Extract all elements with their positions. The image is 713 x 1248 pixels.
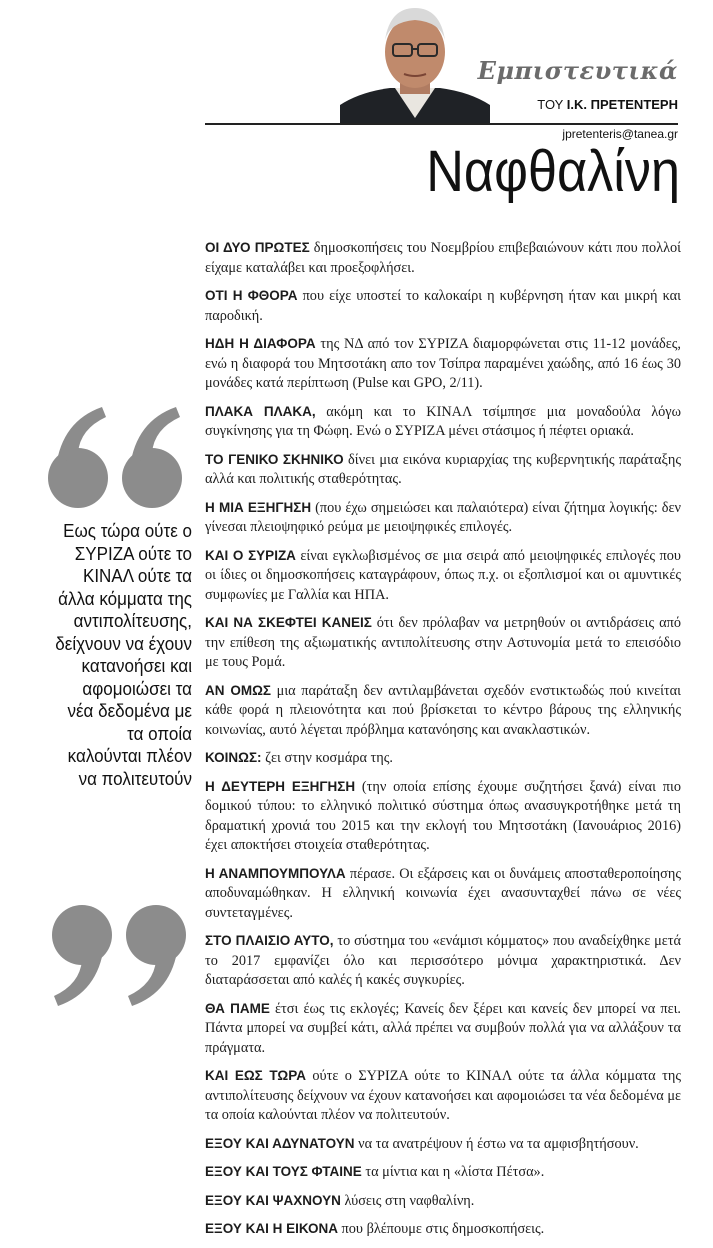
paragraph-lead: Η ΔΕΥΤΕΡΗ ΕΞΗΓΗΣΗ — [205, 778, 356, 794]
paragraph — [205, 748, 681, 769]
paragraph — [205, 546, 681, 606]
paragraph-lead: ΕΞΟΥ ΚΑΙ Η ΕΙΚΟΝΑ — [205, 1221, 338, 1236]
header-rule — [205, 123, 678, 125]
paragraph — [205, 931, 681, 991]
paragraph — [205, 681, 681, 741]
paragraph-lead: ΕΞΟΥ ΚΑΙ ΨΑΧΝΟΥΝ — [205, 1192, 341, 1208]
paragraph-lead: ΠΛΑΚΑ ΠΛΑΚΑ, — [205, 403, 316, 419]
paragraph — [205, 286, 681, 326]
paragraph-text: (που έχω σημειώσει και παλαιότερα) είναι ζήτημα λογικής: δεν γίνεσαι πλειοψηφικό ρεύμα με μειοψηφικές επιλογές. — [205, 499, 681, 535]
paragraph-lead: ΣΤΟ ΠΛΑΙΣΙΟ ΑΥΤΟ, — [205, 933, 334, 948]
pull-quote: Εως τώρα ούτε ο ΣΥΡΙΖΑ ούτε το ΚΙΝΑΛ ούτε τα άλλα κόμματα της αντιπολίτευσης, δείχνουν να έχουν κατανοήσει και αφομοιώσει τα νέα δεδομένα με τα οποία καλούνται πλέον να πολιτευτούν — [55, 520, 193, 789]
paragraph — [205, 1162, 681, 1183]
paragraph-lead: ΚΑΙ Ο ΣΥΡΙΖΑ — [205, 547, 296, 563]
paragraph-lead: ΑΝ ΟΜΩΣ — [205, 682, 271, 698]
paragraph-text: δίνει μια εικόνα κυριαρχίας της κυβερνητικής παράταξης αλλά και πολιτικής σταθερότητας. — [205, 451, 682, 487]
paragraph-text: έτσι έως τις εκλογές; Κανείς δεν ξέρει και κανείς δεν μπορεί να πει. Πάντα μπορεί να συμβεί κάτι, αλλά πρέπει να συμβούν πολλά για να αλλάξουν τα πράγματα. — [205, 1000, 681, 1056]
paragraph-lead: ΟΙ ΔΥΟ ΠΡΩΤΕΣ — [205, 240, 310, 255]
paragraph-lead: ΚΑΙ ΝΑ ΣΚΕΦΤΕΙ ΚΑΝΕΙΣ — [205, 615, 372, 630]
paragraph-lead: Η ΑΝΑΜΠΟΥΜΠΟΥΛΑ — [205, 865, 346, 881]
paragraph-lead: ΚΟΙΝΩΣ: — [205, 750, 262, 765]
paragraph — [205, 777, 681, 856]
paragraph-text: που βλέπουμε στις δημοσκοπήσεις. — [337, 1221, 545, 1237]
paragraph-lead: Η ΜΙΑ ΕΞΗΓΗΣΗ — [205, 499, 312, 515]
paragraph-text: ούτε ο ΣΥΡΙΖΑ ούτε το ΚΙΝΑΛ ούτε τα άλλα κόμματα της αντιπολίτευσης δείχνουν να έχουν κατανοήσει και αφομοιώσει τα νέα δεδομένα με τα οποία καλούνται πλέον να πολιτευτούν. — [205, 1068, 681, 1123]
paragraph — [205, 334, 681, 394]
paragraph-lead: ΕΞΟΥ ΚΑΙ ΤΟΥΣ ΦΤΑΙΝΕ — [205, 1164, 362, 1179]
paragraph — [205, 238, 681, 278]
paragraph-text: το σύστημα του «ενάμισι κόμματος» που αναδείχθηκε μετά το 2017 εμφανίζει όλο και περισσότερο μόνιμα χαρακτηριστικά. Δεν διαταράσσεται από καλές ή κακές συγκυρίες. — [205, 933, 681, 988]
paragraph-text: δημοσκοπήσεις του Νοεμβρίου επιβεβαιώνουν κάτι που πολλοί είχαμε καταλάβει και προεξοφλήσει. — [205, 240, 682, 276]
paragraph — [205, 1219, 681, 1240]
paragraph — [205, 402, 681, 442]
paragraph-text: πέρασε. Οι εξάρσεις και οι δυνάμεις αποσταθεροποίησης αποδυναμώθηκαν. Η ελληνική κοινωνία έχει ανασυνταχθεί πάνω σε νέες συντεταγμένες. — [205, 865, 681, 921]
paragraph-lead: ΚΑΙ ΕΩΣ ΤΩΡΑ — [205, 1068, 306, 1083]
author-email: jpretenteris@tanea.gr — [562, 127, 678, 141]
paragraph-lead: ΗΔΗ Η ΔΙΑΦΟΡΑ — [205, 336, 316, 351]
paragraph-lead: ΘΑ ΠΑΜΕ — [205, 1000, 270, 1016]
paragraph-text: ζει στην κοσμάρα της. — [261, 750, 394, 766]
paragraph — [205, 1191, 681, 1212]
paragraph-lead: ΟΤΙ Η ΦΘΟΡΑ — [205, 288, 298, 303]
paragraph-text: είναι εγκλωβισμένος σε μια σειρά από μειοψηφικές επιλογές που οι ίδιες οι δημοσκοπήσεις καταγράφουν, όπως π.χ. οι εξοπλισμοί και οι αμυντικές συμφωνίες με Γαλλία και ΗΠΑ. — [205, 547, 682, 603]
author-name: Ι.Κ. ΠΡΕΤΕΝΤΕΡΗ — [566, 97, 678, 112]
open-quote-icon — [42, 403, 192, 513]
paragraph-text: (την οποία επίσης έχουμε συζητήσει ξανά) είναι πιο δομικού τύπου: το ελληνικό πολιτικό σύστημα όπως ανασυγκροτήθηκε μετά τη δραματική χρονιά του 2015 και την εκλογή του Μητσοτάκη (Ιανουάριος 2016) έχει αποκτήσει στοιχεία σταθερότητας. — [205, 778, 681, 853]
author-prefix: ΤΟΥ — [537, 97, 564, 112]
paragraph-text: μια παράταξη δεν αντιλαμβάνεται σχεδόν ενστικτωδώς πού κινείται κάθε φορά η πλειονότητα και πού βρίσκεται το κέντρο βάρους της ελληνικής κοινωνίας, αυτό λέγεται πρόβλημα κατανόησης και ανακλαστικών. — [205, 682, 681, 738]
paragraph-text: ότι δεν πρόλαβαν να μετρηθούν οι αντιδράσεις από την επίθεση της αξιωματικής αντιπολίτευσης στην Αστυνομία μετά το επεισόδιο με τους Ρομά. — [205, 615, 681, 670]
paragraph — [205, 1066, 681, 1126]
author-byline — [430, 97, 678, 112]
column-title: Εμπιστευτικά — [477, 56, 678, 85]
paragraph-text: που είχε υποστεί το καλοκαίρι η κυβέρνηση ήταν και μικρή και παροδική. — [205, 288, 681, 324]
paragraph-text: τα μίντια και η «λίστα Πέτσα». — [361, 1164, 545, 1180]
article-body — [205, 238, 681, 1248]
paragraph — [205, 498, 681, 538]
paragraph-text: ακόμη και το ΚΙΝΑΛ τσίμπησε μια μοναδούλα λόγω συγκίνησης για τη Φώφη. Ενώ ο ΣΥΡΙΖΑ μένει στάσιμος ή πέφτει οριακά. — [205, 403, 681, 439]
paragraph-lead: ΤΟ ΓΕΝΙΚΟ ΣΚΗΝΙΚΟ — [205, 451, 344, 467]
paragraph — [205, 450, 681, 490]
close-quote-icon — [42, 900, 192, 1010]
paragraph-text: λύσεις στη ναφθαλίνη. — [340, 1192, 475, 1209]
paragraph-text: να τα ανατρέψουν ή έστω να τα αμφισβητήσουν. — [354, 1135, 639, 1152]
paragraph — [205, 613, 681, 673]
paragraph-text: της ΝΔ από τον ΣΥΡΙΖΑ διαμορφώνεται στις 11-12 μονάδες, ενώ η διαφορά του Μητσοτάκη απο τον Τσίπρα παραμένει χαώδης, από 16 έως 30 μονάδες κατά περίπτωση (Pulse και GPO, 2/11). — [205, 336, 681, 391]
paragraph — [205, 864, 681, 924]
paragraph-lead: ΕΞΟΥ ΚΑΙ ΑΔΥΝΑΤΟΥΝ — [205, 1135, 355, 1151]
paragraph — [205, 1134, 681, 1155]
headline: Ναφθαλίνη — [426, 139, 680, 204]
paragraph — [205, 999, 681, 1059]
